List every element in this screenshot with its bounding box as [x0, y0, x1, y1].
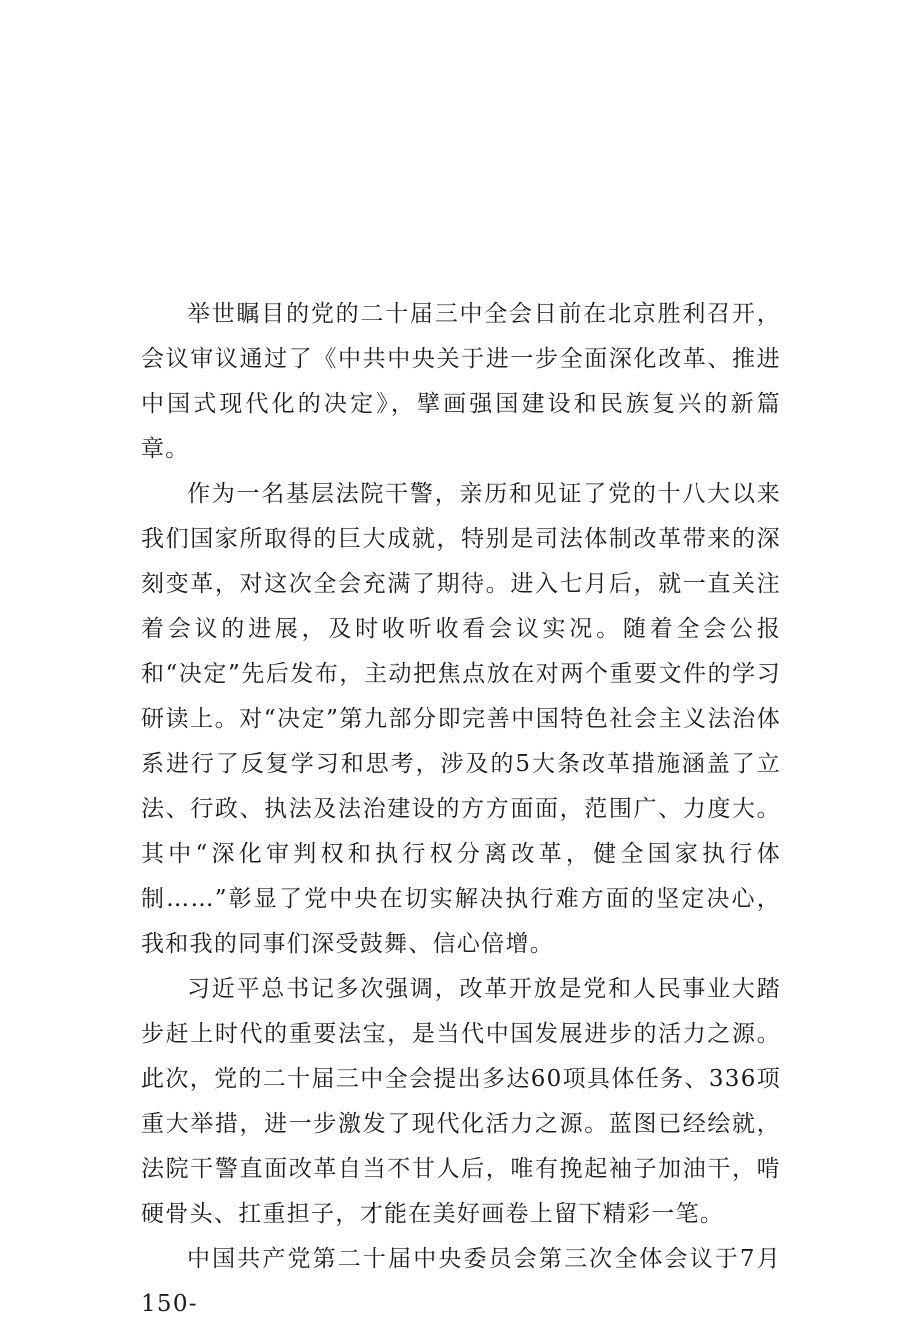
- paragraph-3: 习近平总书记多次强调，改革开放是党和人民事业大踏步赶上时代的重要法宝，是当代中国发展进步的活力之源。此次，党的二十届三中全会提出多达60项具体任务、336项重大举措，进一步激发了现代化活力之源。蓝图已经绘就，法院干警直面改革自当不甘人后，唯有挽起袖子加油干，啃硬骨头、扛重担子，才能在美好画卷上留下精彩一笔。: [141, 976, 781, 1227]
- paragraph-4: 中国共产党第二十届中央委员会第三次全体会议于7月150-: [141, 1246, 781, 1317]
- document-body: [141, 292, 781, 1327]
- paragraph-2: 作为一名基层法院干警，亲历和见证了党的十八大以来我们国家所取得的巨大成就，特别是司法体制改革带来的深刻变革，对这次全会充满了期待。进入七月后，就一直关注着会议的进展，及时收听收看会议实况。随着全会公报和“决定”先后发布，主动把焦点放在对两个重要文件的学习研读上。对“决定”第九部分即完善中国特色社会主义法治体系进行了反复学习和思考，涉及的5大条改革措施涵盖了立法、行政、执法及法治建设的方方面面，范围广、力度大。其中“深化审判权和执行权分离改革，健全国家执行体制……”彰显了党中央在切实解决执行难方面的坚定决心，我和我的同事们深受鼓舞、信心倍增。: [141, 481, 781, 957]
- paragraph-1: 举世瞩目的党的二十届三中全会日前在北京胜利召开，会议审议通过了《中共中央关于进一步全面深化改革、推进中国式现代化的决定》，擘画强国建设和民族复兴的新篇章。: [141, 301, 781, 462]
